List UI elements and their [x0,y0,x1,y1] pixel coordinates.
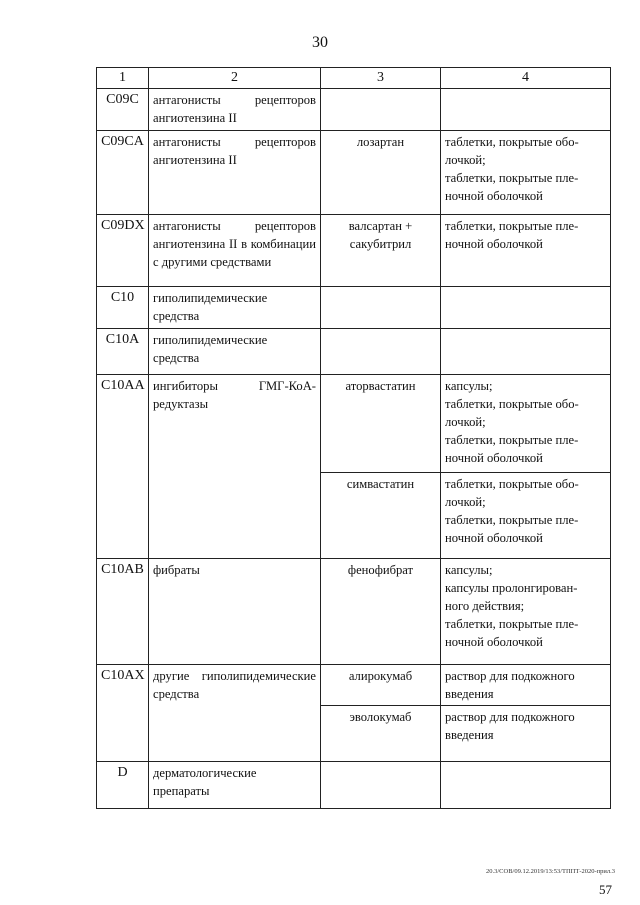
dosage-form-line: таблетки, покрытые обо- [445,135,579,149]
table-row [97,375,611,473]
header-cell: 3 [321,68,441,89]
group-name-cell: антагонисты рецепторов ангиотензина II в комбинации с другими средствами [149,215,321,287]
dosage-form-line: лочкой; [445,415,486,429]
header-cell: 2 [149,68,321,89]
dosage-form-line: лочкой; [445,495,486,509]
dosage-form-line: ночной оболочкой [445,635,543,649]
drug-name-cell: аторвастатин [321,375,441,473]
drug-name-cell: симвастатин [321,473,441,559]
drug-table [96,67,611,809]
drug-name-cell: эволокумаб [321,706,441,762]
dosage-form-cell [441,559,611,665]
drug-name-cell: алирокумаб [321,665,441,706]
dosage-form-line: таблетки, покрытые пле- [445,513,579,527]
table-row [97,287,611,329]
dosage-form-cell [441,329,611,375]
drug-name-cell: фенофибрат [321,559,441,665]
dosage-form-line: таблетки, покрытые пле- [445,219,579,233]
dosage-form-line: капсулы; [445,563,493,577]
dosage-form-cell [441,287,611,329]
group-name-cell: антагонисты рецепторов ангиотензина II [149,131,321,215]
dosage-form-cell [441,706,611,762]
drug-name-cell [321,89,441,131]
drug-name-cell [321,287,441,329]
table-row [97,131,611,215]
dosage-form-line: капсулы пролонгирован- [445,581,578,595]
footer-page-number: 57 [599,882,612,897]
table-row [97,215,611,287]
document-code: 20.3/СОВ/09.12.2019/13:53/ТППТ-2020-прил.3 [485,868,615,875]
dosage-form-cell [441,375,611,473]
group-name-cell: другие гиполипидемические средства [149,665,321,762]
table-row [97,559,611,665]
group-name-cell: дерматологические препараты [149,762,321,809]
group-name-cell: ингибиторы ГМГ-КоА-редуктазы [149,375,321,559]
dosage-form-cell [441,473,611,559]
dosage-form-line: таблетки, покрытые обо- [445,477,579,491]
drug-name-cell [321,762,441,809]
dosage-form-line: введения [445,687,494,701]
header-cell: 4 [441,68,611,89]
dosage-form-line: ночной оболочкой [445,531,543,545]
table-row [97,665,611,706]
dosage-form-line: таблетки, покрытые пле- [445,171,579,185]
dosage-form-line: ночной оболочкой [445,189,543,203]
atc-code-cell: C10 [97,287,149,329]
dosage-form-line: таблетки, покрытые обо- [445,397,579,411]
atc-code-cell: C09DX [97,215,149,287]
dosage-form-cell [441,131,611,215]
atc-code-cell: C10AA [97,375,149,559]
dosage-form-line: ночной оболочкой [445,451,543,465]
group-name-cell: фибраты [149,559,321,665]
drug-name-cell: лозартан [321,131,441,215]
atc-code-cell: C10AB [97,559,149,665]
page-number: 30 [312,34,328,51]
drug-name-cell: валсартан + сакубитрил [321,215,441,287]
dosage-form-cell [441,215,611,287]
dosage-form-line: введения [445,728,494,742]
dosage-form-line: капсулы; [445,379,493,393]
dosage-form-cell [441,665,611,706]
dosage-form-line: ночной оболочкой [445,237,543,251]
group-name-cell: антагонисты рецепторов ангиотензина II [149,89,321,131]
atc-code-cell: C10A [97,329,149,375]
header-row [97,68,611,89]
table-row [97,89,611,131]
atc-code-cell: D [97,762,149,809]
drug-name-cell [321,329,441,375]
group-name-cell: гиполипидемические средства [149,329,321,375]
table-row [97,329,611,375]
dosage-form-cell [441,89,611,131]
dosage-form-line: ного действия; [445,599,525,613]
atc-code-cell: C09C [97,89,149,131]
group-name-cell: гиполипидемические средства [149,287,321,329]
dosage-form-line: раствор для подкожного [445,669,575,683]
atc-code-cell: C09CA [97,131,149,215]
table-row [97,762,611,809]
dosage-form-line: лочкой; [445,153,486,167]
dosage-form-line: таблетки, покрытые пле- [445,433,579,447]
dosage-form-line: раствор для подкожного [445,710,575,724]
header-cell: 1 [97,68,149,89]
table-body [97,89,611,809]
atc-code-cell: C10AX [97,665,149,762]
dosage-form-cell [441,762,611,809]
dosage-form-line: таблетки, покрытые пле- [445,617,579,631]
